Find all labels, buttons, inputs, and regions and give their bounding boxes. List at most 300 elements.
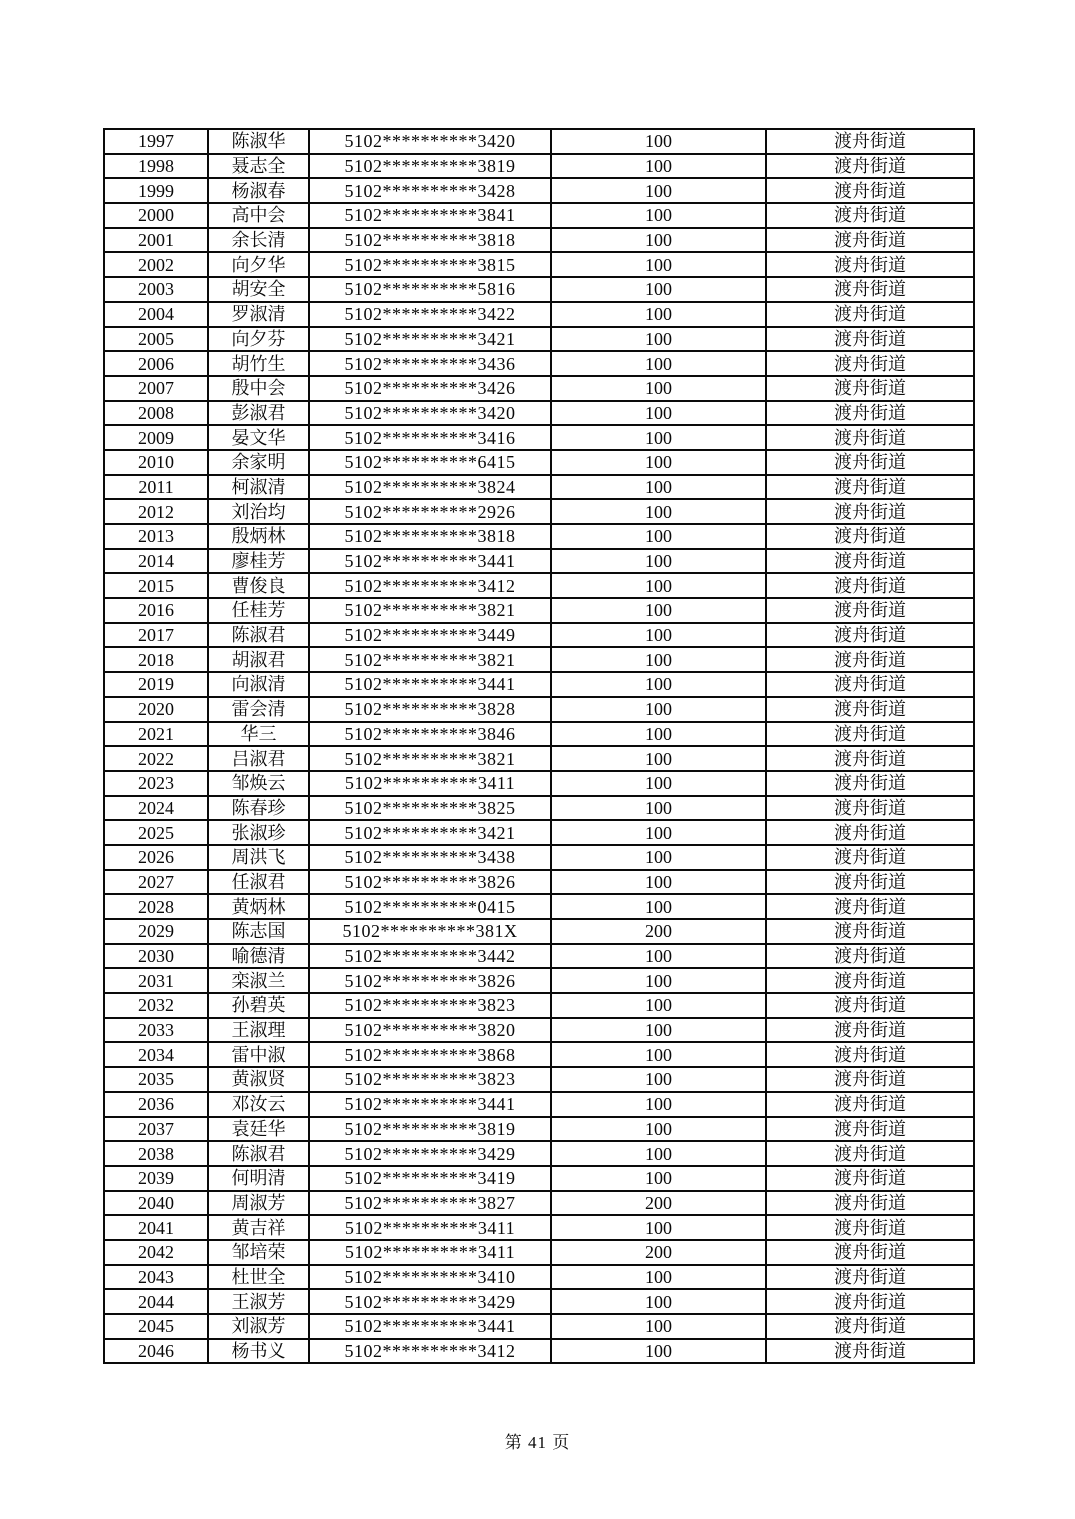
cell-no: 2037	[104, 1117, 208, 1142]
cell-amount: 100	[551, 1314, 766, 1339]
cell-street: 渡舟街道	[766, 1314, 974, 1339]
table-row	[104, 1240, 974, 1265]
cell-name: 廖桂芳	[208, 549, 309, 574]
table-body	[104, 129, 974, 1363]
cell-name: 向夕华	[208, 252, 309, 277]
cell-street: 渡舟街道	[766, 894, 974, 919]
cell-no: 2002	[104, 252, 208, 277]
table-row	[104, 499, 974, 524]
table-row	[104, 1092, 974, 1117]
table-row	[104, 820, 974, 845]
cell-amount: 100	[551, 475, 766, 500]
table-row	[104, 1067, 974, 1092]
cell-name: 刘治均	[208, 499, 309, 524]
cell-id: 5102**********3823	[309, 1067, 551, 1092]
cell-no: 1997	[104, 129, 208, 154]
cell-street: 渡舟街道	[766, 722, 974, 747]
cell-street: 渡舟街道	[766, 919, 974, 944]
cell-no: 2011	[104, 475, 208, 500]
cell-no: 2000	[104, 203, 208, 228]
table-row	[104, 327, 974, 352]
table-row	[104, 746, 974, 771]
cell-amount: 200	[551, 919, 766, 944]
table-row	[104, 425, 974, 450]
cell-amount: 100	[551, 401, 766, 426]
cell-name: 任桂芳	[208, 598, 309, 623]
cell-id: 5102**********3428	[309, 178, 551, 203]
cell-id: 5102**********3819	[309, 1117, 551, 1142]
cell-name: 华三	[208, 722, 309, 747]
cell-amount: 100	[551, 499, 766, 524]
cell-id: 5102**********3819	[309, 154, 551, 179]
cell-no: 2045	[104, 1314, 208, 1339]
cell-amount: 100	[551, 1042, 766, 1067]
cell-id: 5102**********3419	[309, 1166, 551, 1191]
cell-street: 渡舟街道	[766, 993, 974, 1018]
table-row	[104, 252, 974, 277]
table-row	[104, 1141, 974, 1166]
cell-street: 渡舟街道	[766, 252, 974, 277]
cell-no: 1999	[104, 178, 208, 203]
cell-name: 向夕芬	[208, 327, 309, 352]
cell-street: 渡舟街道	[766, 647, 974, 672]
table-row	[104, 1265, 974, 1290]
cell-street: 渡舟街道	[766, 771, 974, 796]
cell-street: 渡舟街道	[766, 820, 974, 845]
cell-name: 陈志国	[208, 919, 309, 944]
cell-name: 周洪飞	[208, 845, 309, 870]
cell-street: 渡舟街道	[766, 524, 974, 549]
cell-no: 2038	[104, 1141, 208, 1166]
cell-id: 5102**********3441	[309, 1314, 551, 1339]
cell-no: 2010	[104, 450, 208, 475]
cell-id: 5102**********3436	[309, 351, 551, 376]
cell-amount: 100	[551, 154, 766, 179]
cell-no: 2009	[104, 425, 208, 450]
cell-no: 2036	[104, 1092, 208, 1117]
cell-street: 渡舟街道	[766, 870, 974, 895]
cell-amount: 200	[551, 1191, 766, 1216]
cell-street: 渡舟街道	[766, 499, 974, 524]
cell-amount: 100	[551, 598, 766, 623]
cell-street: 渡舟街道	[766, 672, 974, 697]
cell-amount: 100	[551, 796, 766, 821]
cell-no: 2003	[104, 277, 208, 302]
cell-id: 5102**********3410	[309, 1265, 551, 1290]
table-row	[104, 1117, 974, 1142]
cell-id: 5102**********3868	[309, 1042, 551, 1067]
beneficiary-table	[103, 128, 975, 1364]
cell-amount: 100	[551, 647, 766, 672]
cell-id: 5102**********5816	[309, 277, 551, 302]
table-row	[104, 1042, 974, 1067]
table-row	[104, 796, 974, 821]
cell-no: 2032	[104, 993, 208, 1018]
cell-amount: 100	[551, 1215, 766, 1240]
cell-id: 5102**********3426	[309, 376, 551, 401]
cell-name: 胡安全	[208, 277, 309, 302]
cell-street: 渡舟街道	[766, 1191, 974, 1216]
cell-id: 5102**********3826	[309, 870, 551, 895]
table-row	[104, 351, 974, 376]
cell-name: 陈春珍	[208, 796, 309, 821]
table-row	[104, 129, 974, 154]
cell-id: 5102**********3826	[309, 968, 551, 993]
cell-no: 2043	[104, 1265, 208, 1290]
cell-amount: 100	[551, 129, 766, 154]
cell-no: 2035	[104, 1067, 208, 1092]
cell-no: 2004	[104, 302, 208, 327]
table-row	[104, 944, 974, 969]
table-row	[104, 623, 974, 648]
cell-id: 5102**********3828	[309, 697, 551, 722]
cell-name: 任淑君	[208, 870, 309, 895]
table-row	[104, 1289, 974, 1314]
cell-id: 5102**********3818	[309, 524, 551, 549]
cell-street: 渡舟街道	[766, 968, 974, 993]
table-row	[104, 573, 974, 598]
cell-id: 5102**********3825	[309, 796, 551, 821]
cell-street: 渡舟街道	[766, 425, 974, 450]
table-row	[104, 697, 974, 722]
cell-no: 2022	[104, 746, 208, 771]
cell-id: 5102**********3412	[309, 573, 551, 598]
cell-name: 王淑芳	[208, 1289, 309, 1314]
cell-id: 5102**********3841	[309, 203, 551, 228]
cell-name: 雷会清	[208, 697, 309, 722]
cell-no: 2026	[104, 845, 208, 870]
cell-street: 渡舟街道	[766, 302, 974, 327]
table-row	[104, 993, 974, 1018]
cell-no: 2012	[104, 499, 208, 524]
cell-id: 5102**********3449	[309, 623, 551, 648]
cell-amount: 100	[551, 203, 766, 228]
cell-name: 柯淑清	[208, 475, 309, 500]
cell-no: 2040	[104, 1191, 208, 1216]
cell-street: 渡舟街道	[766, 549, 974, 574]
cell-street: 渡舟街道	[766, 1067, 974, 1092]
cell-id: 5102**********3821	[309, 598, 551, 623]
cell-street: 渡舟街道	[766, 1092, 974, 1117]
cell-id: 5102**********3411	[309, 1215, 551, 1240]
cell-no: 1998	[104, 154, 208, 179]
cell-street: 渡舟街道	[766, 1042, 974, 1067]
table-row	[104, 845, 974, 870]
table-row	[104, 1215, 974, 1240]
cell-id: 5102**********3442	[309, 944, 551, 969]
cell-amount: 100	[551, 351, 766, 376]
cell-id: 5102**********3412	[309, 1339, 551, 1364]
table-row	[104, 894, 974, 919]
cell-no: 2017	[104, 623, 208, 648]
cell-id: 5102**********3824	[309, 475, 551, 500]
cell-id: 5102**********3421	[309, 820, 551, 845]
cell-street: 渡舟街道	[766, 1289, 974, 1314]
cell-name: 邹焕云	[208, 771, 309, 796]
table-row	[104, 549, 974, 574]
table-row	[104, 919, 974, 944]
cell-no: 2039	[104, 1166, 208, 1191]
cell-id: 5102**********3438	[309, 845, 551, 870]
cell-street: 渡舟街道	[766, 277, 974, 302]
cell-name: 杨淑春	[208, 178, 309, 203]
cell-amount: 100	[551, 252, 766, 277]
table-row	[104, 524, 974, 549]
cell-name: 曹俊良	[208, 573, 309, 598]
cell-no: 2021	[104, 722, 208, 747]
cell-name: 高中会	[208, 203, 309, 228]
table-row	[104, 647, 974, 672]
cell-name: 袁廷华	[208, 1117, 309, 1142]
cell-street: 渡舟街道	[766, 203, 974, 228]
cell-street: 渡舟街道	[766, 796, 974, 821]
cell-street: 渡舟街道	[766, 1141, 974, 1166]
cell-amount: 100	[551, 1141, 766, 1166]
cell-amount: 100	[551, 623, 766, 648]
cell-street: 渡舟街道	[766, 450, 974, 475]
cell-no: 2016	[104, 598, 208, 623]
cell-amount: 100	[551, 722, 766, 747]
table-row	[104, 401, 974, 426]
cell-amount: 100	[551, 746, 766, 771]
cell-street: 渡舟街道	[766, 746, 974, 771]
cell-amount: 100	[551, 277, 766, 302]
cell-amount: 100	[551, 327, 766, 352]
cell-amount: 100	[551, 1265, 766, 1290]
cell-id: 5102**********2926	[309, 499, 551, 524]
cell-street: 渡舟街道	[766, 1166, 974, 1191]
cell-id: 5102**********3441	[309, 672, 551, 697]
cell-amount: 100	[551, 771, 766, 796]
cell-amount: 100	[551, 425, 766, 450]
cell-id: 5102**********3441	[309, 549, 551, 574]
table-row	[104, 154, 974, 179]
cell-amount: 100	[551, 1339, 766, 1364]
cell-no: 2042	[104, 1240, 208, 1265]
cell-id: 5102**********3420	[309, 129, 551, 154]
cell-id: 5102**********3818	[309, 228, 551, 253]
cell-no: 2030	[104, 944, 208, 969]
cell-name: 黄吉祥	[208, 1215, 309, 1240]
cell-id: 5102**********3827	[309, 1191, 551, 1216]
table-row	[104, 277, 974, 302]
cell-street: 渡舟街道	[766, 598, 974, 623]
table-row	[104, 1314, 974, 1339]
cell-no: 2041	[104, 1215, 208, 1240]
cell-amount: 100	[551, 549, 766, 574]
cell-amount: 200	[551, 1240, 766, 1265]
cell-no: 2031	[104, 968, 208, 993]
cell-no: 2028	[104, 894, 208, 919]
cell-name: 聂志全	[208, 154, 309, 179]
cell-no: 2044	[104, 1289, 208, 1314]
cell-name: 雷中淑	[208, 1042, 309, 1067]
cell-id: 5102**********0415	[309, 894, 551, 919]
cell-street: 渡舟街道	[766, 129, 974, 154]
cell-street: 渡舟街道	[766, 351, 974, 376]
cell-amount: 100	[551, 697, 766, 722]
cell-id: 5102**********6415	[309, 450, 551, 475]
cell-id: 5102**********3429	[309, 1141, 551, 1166]
cell-id: 5102**********3823	[309, 993, 551, 1018]
cell-street: 渡舟街道	[766, 845, 974, 870]
cell-id: 5102**********3416	[309, 425, 551, 450]
cell-name: 杨书义	[208, 1339, 309, 1364]
cell-street: 渡舟街道	[766, 475, 974, 500]
cell-id: 5102**********3429	[309, 1289, 551, 1314]
cell-name: 栾淑兰	[208, 968, 309, 993]
cell-id: 5102**********3411	[309, 771, 551, 796]
cell-amount: 100	[551, 845, 766, 870]
cell-amount: 100	[551, 993, 766, 1018]
cell-name: 邓汝云	[208, 1092, 309, 1117]
cell-id: 5102**********3846	[309, 722, 551, 747]
cell-no: 2020	[104, 697, 208, 722]
cell-street: 渡舟街道	[766, 1018, 974, 1043]
cell-amount: 100	[551, 1067, 766, 1092]
cell-amount: 100	[551, 894, 766, 919]
cell-name: 邹培荣	[208, 1240, 309, 1265]
cell-name: 胡竹生	[208, 351, 309, 376]
cell-no: 2046	[104, 1339, 208, 1364]
cell-name: 吕淑君	[208, 746, 309, 771]
cell-name: 喻德清	[208, 944, 309, 969]
table-row	[104, 968, 974, 993]
cell-name: 陈淑华	[208, 129, 309, 154]
cell-name: 余长清	[208, 228, 309, 253]
cell-street: 渡舟街道	[766, 1240, 974, 1265]
cell-no: 2033	[104, 1018, 208, 1043]
cell-no: 2019	[104, 672, 208, 697]
cell-name: 孙碧英	[208, 993, 309, 1018]
cell-street: 渡舟街道	[766, 697, 974, 722]
cell-id: 5102**********3422	[309, 302, 551, 327]
cell-no: 2014	[104, 549, 208, 574]
cell-street: 渡舟街道	[766, 944, 974, 969]
cell-amount: 100	[551, 1117, 766, 1142]
cell-name: 陈淑君	[208, 1141, 309, 1166]
table-row	[104, 1339, 974, 1364]
cell-street: 渡舟街道	[766, 573, 974, 598]
cell-name: 晏文华	[208, 425, 309, 450]
cell-no: 2029	[104, 919, 208, 944]
cell-id: 5102**********381X	[309, 919, 551, 944]
cell-amount: 100	[551, 376, 766, 401]
cell-no: 2025	[104, 820, 208, 845]
table-row	[104, 475, 974, 500]
cell-street: 渡舟街道	[766, 1265, 974, 1290]
table-row	[104, 771, 974, 796]
cell-no: 2027	[104, 870, 208, 895]
cell-no: 2034	[104, 1042, 208, 1067]
cell-no: 2005	[104, 327, 208, 352]
cell-name: 彭淑君	[208, 401, 309, 426]
cell-no: 2013	[104, 524, 208, 549]
cell-amount: 100	[551, 1289, 766, 1314]
table-row	[104, 203, 974, 228]
cell-no: 2015	[104, 573, 208, 598]
table-row	[104, 450, 974, 475]
cell-amount: 100	[551, 1166, 766, 1191]
table-row	[104, 870, 974, 895]
cell-name: 黄淑贤	[208, 1067, 309, 1092]
cell-street: 渡舟街道	[766, 327, 974, 352]
cell-id: 5102**********3820	[309, 1018, 551, 1043]
cell-name: 杜世全	[208, 1265, 309, 1290]
cell-id: 5102**********3421	[309, 327, 551, 352]
cell-no: 2007	[104, 376, 208, 401]
cell-street: 渡舟街道	[766, 401, 974, 426]
cell-amount: 100	[551, 302, 766, 327]
cell-no: 2008	[104, 401, 208, 426]
cell-amount: 100	[551, 1018, 766, 1043]
table-row	[104, 228, 974, 253]
cell-amount: 100	[551, 968, 766, 993]
cell-name: 陈淑君	[208, 623, 309, 648]
cell-amount: 100	[551, 524, 766, 549]
cell-street: 渡舟街道	[766, 154, 974, 179]
cell-id: 5102**********3815	[309, 252, 551, 277]
cell-street: 渡舟街道	[766, 376, 974, 401]
cell-street: 渡舟街道	[766, 1117, 974, 1142]
cell-street: 渡舟街道	[766, 623, 974, 648]
table-row	[104, 722, 974, 747]
cell-amount: 100	[551, 573, 766, 598]
table-row	[104, 672, 974, 697]
cell-id: 5102**********3821	[309, 647, 551, 672]
cell-amount: 100	[551, 1092, 766, 1117]
cell-no: 2006	[104, 351, 208, 376]
cell-street: 渡舟街道	[766, 1339, 974, 1364]
cell-no: 2024	[104, 796, 208, 821]
table-row	[104, 178, 974, 203]
cell-no: 2018	[104, 647, 208, 672]
page-number: 第 41 页	[504, 1433, 571, 1452]
cell-street: 渡舟街道	[766, 228, 974, 253]
cell-id: 5102**********3441	[309, 1092, 551, 1117]
cell-name: 殷中会	[208, 376, 309, 401]
cell-name: 殷炳林	[208, 524, 309, 549]
cell-id: 5102**********3420	[309, 401, 551, 426]
table-row	[104, 1191, 974, 1216]
cell-amount: 100	[551, 450, 766, 475]
cell-id: 5102**********3411	[309, 1240, 551, 1265]
cell-amount: 100	[551, 228, 766, 253]
cell-name: 向淑清	[208, 672, 309, 697]
cell-amount: 100	[551, 672, 766, 697]
cell-id: 5102**********3821	[309, 746, 551, 771]
cell-amount: 100	[551, 178, 766, 203]
cell-name: 王淑理	[208, 1018, 309, 1043]
cell-name: 胡淑君	[208, 647, 309, 672]
table-row	[104, 376, 974, 401]
cell-name: 何明清	[208, 1166, 309, 1191]
cell-name: 黄炳林	[208, 894, 309, 919]
cell-amount: 100	[551, 820, 766, 845]
cell-amount: 100	[551, 870, 766, 895]
cell-name: 罗淑清	[208, 302, 309, 327]
cell-name: 周淑芳	[208, 1191, 309, 1216]
cell-no: 2023	[104, 771, 208, 796]
cell-street: 渡舟街道	[766, 178, 974, 203]
cell-name: 刘淑芳	[208, 1314, 309, 1339]
table-row	[104, 1166, 974, 1191]
cell-name: 余家明	[208, 450, 309, 475]
cell-name: 张淑珍	[208, 820, 309, 845]
cell-street: 渡舟街道	[766, 1215, 974, 1240]
table-row	[104, 302, 974, 327]
cell-no: 2001	[104, 228, 208, 253]
